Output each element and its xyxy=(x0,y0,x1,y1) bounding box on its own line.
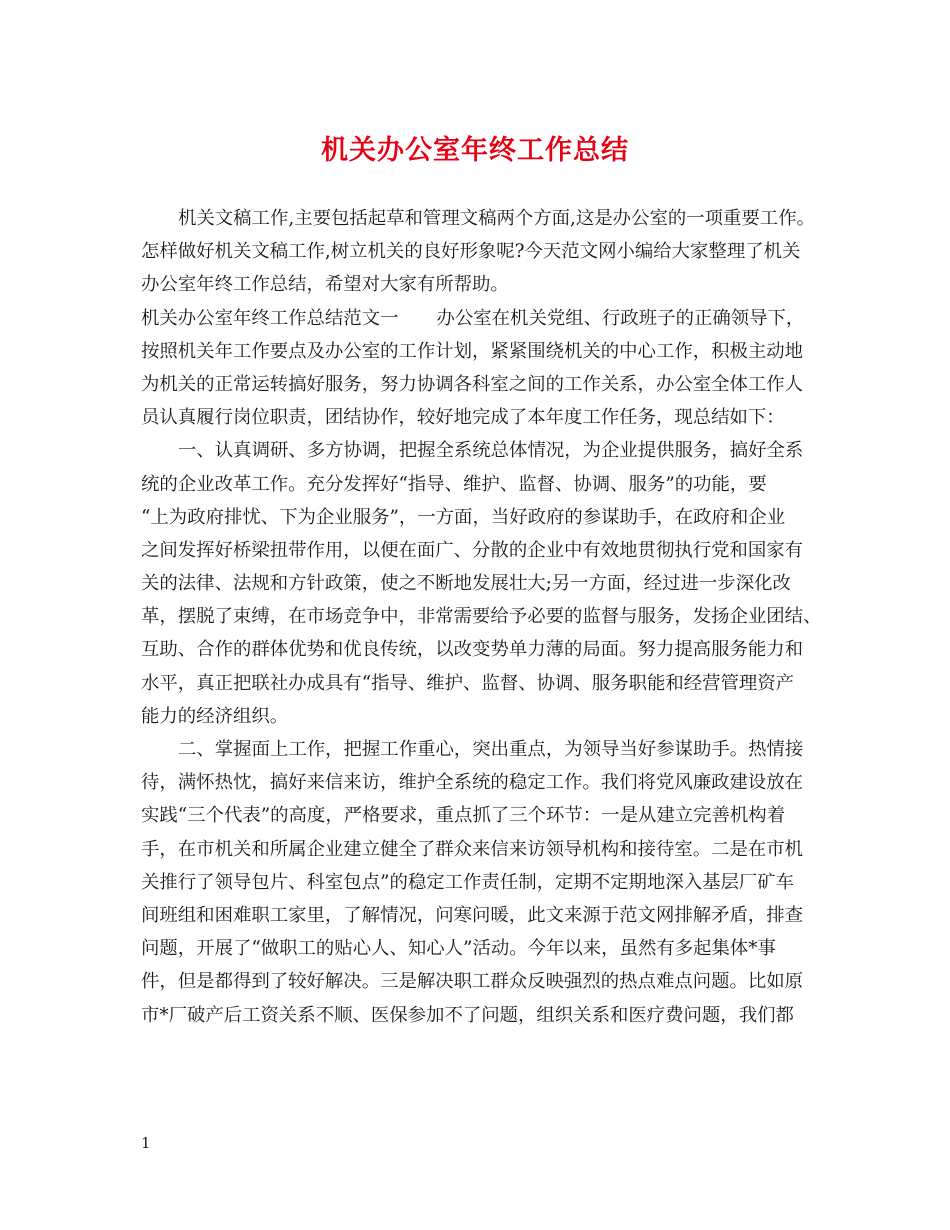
body-line: 为机关的正常运转搞好服务，努力协调各科室之间的工作关系，办公室全体工作人 xyxy=(141,373,804,395)
page-number: 1 xyxy=(141,1134,151,1152)
body-line: 水平，真正把联社办成具有“指导、维护、监督、协调、服务职能和经营管理资产 xyxy=(141,672,795,694)
body-line: 待，满怀热忱，搞好来信来访，维护全系统的稳定工作。我们将党风廉政建设放在 xyxy=(141,772,804,794)
body-line xyxy=(141,302,833,335)
body-line: 机关文稿工作,主要包括起草和管理文稿两个方面,这是办公室的一项重要工作。 xyxy=(178,208,815,229)
body-line: 间班组和困难职工家里，了解情况，问寒问暖，此文来源于范文网排解矛盾，排查 xyxy=(141,904,804,926)
body-line: 能力的经济组织。 xyxy=(141,705,289,727)
body-line: 件，但是都得到了较好解决。三是解决职工群众反映强烈的热点难点问题。比如原 xyxy=(141,971,804,993)
body-line: 市*厂破产后工资关系不顺、医保参加不了问题，组织关系和医疗费问题，我们都 xyxy=(141,1004,794,1026)
body-line: 按照机关年工作要点及办公室的工作计划，紧紧围绕机关的中心工作，积极主动地 xyxy=(141,340,804,362)
body-line: 问题，开展了“做职工的贴心人、知心人”活动。今年以来，虽然有多起集体*事 xyxy=(141,938,776,960)
body-line: 统的企业改革工作。充分发挥好“指导、维护、监督、协调、服务”的功能，要 xyxy=(141,473,767,495)
body-line: 二、掌握面上工作，把握工作重心，突出重点，为领导当好参谋助手。热情接 xyxy=(178,739,804,760)
body-line: 怎样做好机关文稿工作,树立机关的良好形象呢?今天范文网小编给大家整理了机关 xyxy=(141,241,801,263)
body-line: 实践“三个代表”的高度，严格要求，重点抓了三个环节：一是从建立完善机构着 xyxy=(141,805,786,827)
body-line: 关的法律、法规和方针政策，使之不断地发展壮大;另一方面，经过进一步深化改 xyxy=(141,573,791,595)
section-heading: 机关办公室年终工作总结范文一 xyxy=(141,307,399,329)
document-body xyxy=(141,202,833,1032)
section-intro: 办公室在机关党组、行政班子的正确领导下， xyxy=(436,307,805,329)
body-line: 办公室年终工作总结，希望对大家有所帮助。 xyxy=(141,274,509,296)
body-line: 手，在市机关和所属企业建立健全了群众来信来访领导机构和接待室。二是在市机 xyxy=(141,838,804,860)
body-line: “上为政府排忧、下为企业服务”，一方面，当好政府的参谋助手，在政府和企业 xyxy=(141,506,786,528)
body-line: 互助、合作的群体优势和优良传统，以改变势单力薄的局面。努力提高服务能力和 xyxy=(141,639,804,661)
body-line: 一、认真调研、多方协调，把握全系统总体情况，为企业提供服务，搞好全系 xyxy=(178,440,804,462)
body-line: 之间发挥好桥梁扭带作用，以便在面广、分散的企业中有效地贯彻执行党和国家有 xyxy=(141,539,804,561)
body-line: 员认真履行岗位职责，团结协作，较好地完成了本年度工作任务，现总结如下： xyxy=(141,407,785,429)
body-line: 关推行了领导包片、科室包点”的稳定工作责任制，定期不定期地深入基层厂矿车 xyxy=(141,871,795,893)
body-line: 革，摆脱了束缚，在市场竞争中，非常需要给予必要的监督与服务，发扬企业团结、 xyxy=(141,606,822,628)
document-title: 机关办公室年终工作总结 xyxy=(321,135,629,166)
